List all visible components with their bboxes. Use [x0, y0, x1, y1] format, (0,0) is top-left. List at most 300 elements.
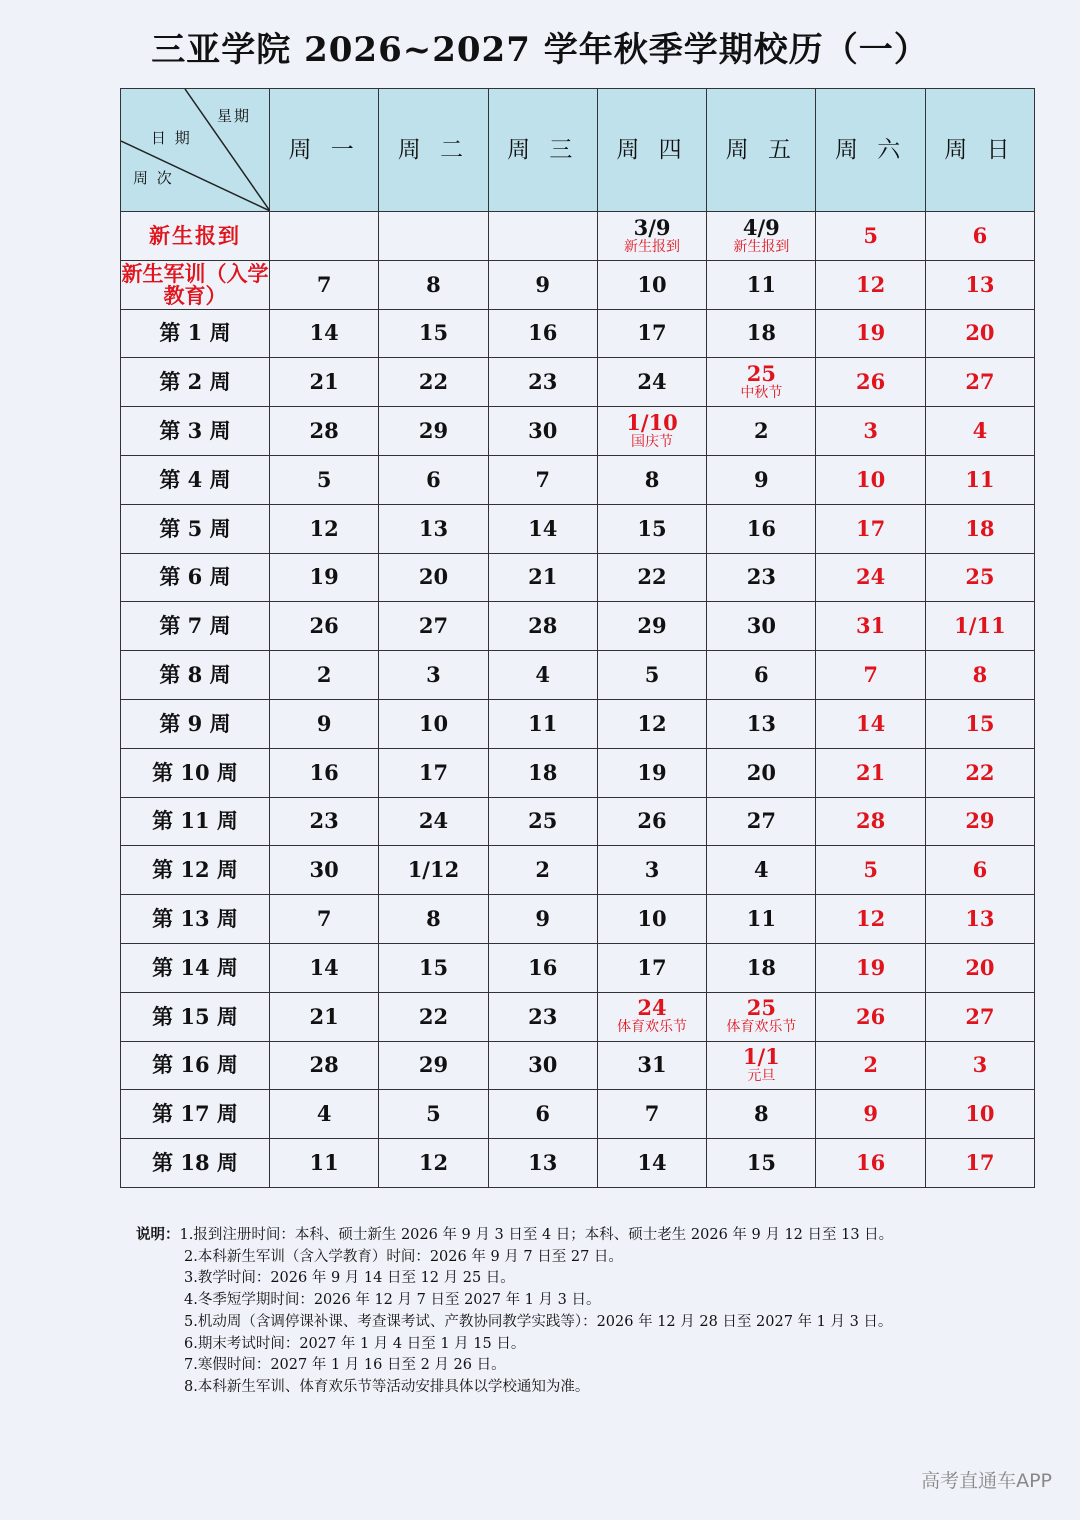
date-cell: [925, 260, 1034, 309]
date-cell: [379, 260, 488, 309]
date-number: 10: [965, 1101, 995, 1127]
date-cell: [270, 212, 379, 261]
weekday-header: 周 四: [597, 89, 706, 212]
date-number: 22: [637, 564, 667, 590]
date-cell: [816, 455, 925, 504]
date-number: 25: [746, 995, 776, 1021]
date-number: 18: [746, 320, 776, 346]
date-cell: [597, 260, 706, 309]
date-number: 19: [309, 564, 339, 590]
date-number: 4: [754, 857, 769, 883]
note-text: 1.报到注册时间：本科、硕士新生 2026 年 9 月 3 日至 4 日；本科、硕士老生 2026 年 9 月 12 日至 13 日。: [179, 1227, 894, 1243]
date-number: 8: [644, 466, 660, 492]
date-number: 8: [972, 662, 988, 688]
date-cell: [925, 407, 1034, 456]
week-label: 第 7 周: [121, 602, 270, 651]
week-label: 第 18 周: [121, 1139, 270, 1188]
date-number: 4: [535, 662, 551, 688]
date-number: 1/11: [954, 613, 1006, 639]
table-row: [121, 553, 1035, 602]
date-cell: [488, 309, 597, 358]
date-cell: [816, 797, 925, 846]
date-cell: [488, 407, 597, 456]
date-number: 29: [418, 418, 449, 444]
date-number: 13: [965, 271, 995, 297]
date-cell: [379, 1090, 488, 1139]
date-cell: [707, 797, 816, 846]
date-number: 17: [637, 320, 667, 346]
date-number: 8: [426, 906, 441, 932]
date-number: 20: [746, 759, 776, 785]
date-cell: [925, 358, 1034, 407]
date-cell: [707, 895, 816, 944]
date-number: 9: [863, 1101, 878, 1127]
date-cell: [488, 699, 597, 748]
date-cell: [379, 846, 488, 895]
date-cell: [270, 1041, 379, 1090]
calendar-body: [121, 212, 1035, 1188]
date-number: 13: [528, 1150, 558, 1176]
date-number: 7: [863, 662, 878, 688]
date-cell: [707, 407, 816, 456]
table-row: [121, 748, 1035, 797]
date-cell: [925, 797, 1034, 846]
date-cell: [270, 895, 379, 944]
date-number: 6: [535, 1101, 551, 1127]
date-number: 27: [746, 808, 776, 834]
weekday-header: 周 三: [488, 89, 597, 212]
date-cell: [270, 651, 379, 700]
date-number: 11: [309, 1150, 339, 1176]
date-number: 28: [309, 1052, 339, 1078]
date-number: 29: [418, 1052, 449, 1078]
date-number: 22: [965, 759, 995, 785]
table-row: [121, 504, 1035, 553]
date-number: 2: [535, 857, 551, 883]
weekday-header: 周 六: [816, 89, 925, 212]
date-number: 8: [754, 1101, 769, 1127]
date-cell: [816, 748, 925, 797]
week-label: 第 3 周: [121, 407, 270, 456]
date-number: 19: [637, 759, 667, 785]
date-cell: [597, 943, 706, 992]
date-number: 23: [528, 1003, 558, 1029]
date-cell: [707, 212, 816, 261]
date-number: 30: [528, 1052, 558, 1078]
date-number: 7: [535, 466, 551, 492]
date-number: 30: [528, 418, 558, 444]
note-line: 7.寒假时间：2027 年 1 月 16 日至 2 月 26 日。: [184, 1357, 506, 1374]
weekday-header: 周 五: [707, 89, 816, 212]
notes-section: [136, 1224, 1036, 1399]
date-number: 5: [863, 857, 878, 883]
corner-weekday-label: 星期: [217, 107, 252, 125]
week-label: 第 2 周: [121, 358, 270, 407]
date-cell: [925, 895, 1034, 944]
date-cell: [488, 1041, 597, 1090]
date-cell: [379, 797, 488, 846]
date-cell: [270, 260, 379, 309]
date-cell: [707, 943, 816, 992]
table-row: [121, 797, 1035, 846]
date-number: 7: [316, 271, 332, 297]
date-cell: [707, 553, 816, 602]
date-cell: [379, 895, 488, 944]
date-cell: [597, 748, 706, 797]
date-cell: [270, 992, 379, 1041]
page-title: 三亚学院 2026~2027 学年秋季学期校历（一）: [151, 30, 929, 70]
date-number: 16: [528, 954, 558, 980]
week-label: 第 8 周: [121, 651, 270, 700]
date-number: 27: [418, 613, 449, 639]
date-cell: [488, 651, 597, 700]
table-row: [121, 651, 1035, 700]
date-cell: [707, 699, 816, 748]
note-line: 5.机动周（含调停课补课、考查课考试、产教协同教学实践等）：2026 年 12 月 28 日至 2027 年 1 月 3 日。: [184, 1313, 893, 1330]
date-number: 21: [856, 759, 886, 785]
date-number: 20: [418, 564, 449, 590]
date-number: 4: [316, 1101, 332, 1127]
note-line: 3.教学时间：2026 年 9 月 14 日至 12 月 25 日。: [184, 1270, 515, 1287]
table-row: [121, 943, 1035, 992]
date-number: 13: [965, 906, 995, 932]
date-cell: [707, 748, 816, 797]
date-number: 18: [528, 759, 558, 785]
weekday-header: 周 一: [270, 89, 379, 212]
date-cell: [925, 602, 1034, 651]
date-number: 18: [746, 954, 776, 980]
date-number: 26: [856, 1003, 886, 1029]
date-cell: [816, 260, 925, 309]
date-cell: [488, 992, 597, 1041]
date-cell: [816, 1090, 925, 1139]
date-number: 14: [856, 710, 886, 736]
date-cell: [925, 699, 1034, 748]
date-number: 5: [863, 222, 878, 248]
date-number: 9: [535, 271, 551, 297]
week-label: 第 4 周: [121, 455, 270, 504]
date-cell: [379, 699, 488, 748]
date-number: 6: [426, 466, 441, 492]
date-cell: [707, 602, 816, 651]
table-row: [121, 1139, 1035, 1188]
date-number: 1/12: [407, 857, 460, 883]
date-note: 国庆节: [631, 433, 674, 450]
date-number: 24: [637, 369, 667, 395]
table-row: [121, 992, 1035, 1041]
table-row: [121, 1041, 1035, 1090]
date-note: 中秋节: [740, 385, 783, 402]
date-number: 16: [528, 320, 558, 346]
date-number: 27: [965, 369, 995, 395]
date-number: 14: [528, 515, 558, 541]
date-number: 20: [965, 954, 995, 980]
date-number: 4: [972, 418, 988, 444]
date-cell: [597, 1090, 706, 1139]
date-cell: [816, 943, 925, 992]
date-cell: [270, 358, 379, 407]
notes-lead: 说明：: [136, 1226, 180, 1243]
date-number: 25: [746, 361, 776, 387]
date-number: 12: [856, 271, 886, 297]
date-cell: [925, 651, 1034, 700]
date-cell: [816, 309, 925, 358]
date-number: 20: [965, 320, 995, 346]
week-label: 新生军训（入学教育）: [121, 260, 269, 308]
date-number: 14: [309, 954, 339, 980]
note-line: 8.本科新生军训、体育欢乐节等活动安排具体以学校通知为准。: [184, 1378, 590, 1395]
date-cell: [707, 1041, 816, 1090]
week-label: 第 11 周: [121, 797, 270, 846]
date-number: 3: [972, 1052, 988, 1078]
date-cell: [270, 846, 379, 895]
date-number: 5: [426, 1101, 441, 1127]
table-row: [121, 260, 1035, 309]
date-number: 9: [316, 710, 332, 736]
date-cell: [597, 553, 706, 602]
date-number: 8: [426, 271, 441, 297]
date-number: 2: [754, 418, 769, 444]
date-cell: [488, 748, 597, 797]
week-label: 第 12 周: [121, 846, 270, 895]
date-number: 22: [418, 1003, 449, 1029]
date-number: 29: [965, 808, 995, 834]
date-number: 10: [856, 466, 886, 492]
date-number: 19: [856, 320, 886, 346]
week-label: 第 16 周: [121, 1041, 270, 1090]
date-number: 10: [418, 710, 449, 736]
date-number: 24: [637, 995, 667, 1021]
date-number: 16: [856, 1150, 886, 1176]
date-cell: [488, 602, 597, 651]
week-label: 第 10 周: [121, 748, 270, 797]
corner-cell: [121, 89, 270, 212]
note-line: [136, 1224, 1036, 1247]
table-row: [121, 699, 1035, 748]
date-cell: [816, 1041, 925, 1090]
date-number: 16: [309, 759, 339, 785]
date-cell: [925, 553, 1034, 602]
date-cell: [707, 992, 816, 1041]
date-cell: [707, 309, 816, 358]
date-cell: [488, 797, 597, 846]
date-cell: [816, 895, 925, 944]
week-label: 第 5 周: [121, 504, 270, 553]
date-cell: [488, 1090, 597, 1139]
date-cell: [488, 895, 597, 944]
date-cell: [270, 748, 379, 797]
table-row: [121, 1090, 1035, 1139]
weekday-header: 周 日: [925, 89, 1034, 212]
table-row: [121, 602, 1035, 651]
date-cell: [707, 504, 816, 553]
corner-date-label: 日 期: [151, 129, 192, 147]
week-label: 第 9 周: [121, 699, 270, 748]
date-cell: [925, 846, 1034, 895]
date-cell: [270, 1139, 379, 1188]
date-cell: [270, 504, 379, 553]
table-row: [121, 846, 1035, 895]
date-cell: [597, 358, 706, 407]
week-label: 第 6 周: [121, 553, 270, 602]
date-cell: [379, 602, 488, 651]
date-cell: [379, 1139, 488, 1188]
table-row: [121, 455, 1035, 504]
date-cell: [925, 1090, 1034, 1139]
date-number: 2: [316, 662, 332, 688]
date-number: 9: [535, 906, 551, 932]
date-number: 3: [644, 857, 660, 883]
date-cell: [816, 699, 925, 748]
date-number: 30: [309, 857, 339, 883]
week-label: 第 14 周: [121, 943, 270, 992]
date-cell: [597, 1041, 706, 1090]
date-cell: [597, 651, 706, 700]
date-number: 27: [965, 1003, 995, 1029]
date-number: 26: [637, 808, 667, 834]
date-cell: [597, 699, 706, 748]
date-number: 26: [856, 369, 886, 395]
date-cell: [597, 1139, 706, 1188]
date-cell: [597, 797, 706, 846]
date-cell: [597, 602, 706, 651]
date-cell: [816, 602, 925, 651]
date-number: 24: [856, 564, 886, 590]
date-cell: [816, 504, 925, 553]
date-number: 1/10: [626, 409, 678, 435]
date-number: 18: [965, 515, 995, 541]
date-cell: [707, 260, 816, 309]
date-number: 25: [528, 808, 558, 834]
date-number: 10: [637, 906, 667, 932]
date-cell: [488, 553, 597, 602]
date-cell: [816, 1139, 925, 1188]
watermark: 高考直通车APP: [921, 1470, 1052, 1492]
date-number: 30: [746, 613, 776, 639]
date-number: 23: [746, 564, 776, 590]
date-cell: [488, 504, 597, 553]
table-row: [121, 358, 1035, 407]
date-number: 11: [746, 906, 776, 932]
date-number: 14: [309, 320, 339, 346]
date-number: 26: [309, 613, 339, 639]
date-cell: [379, 407, 488, 456]
note-line: 2.本科新生军训（含入学教育）时间：2026 年 9 月 7 日至 27 日。: [184, 1248, 623, 1265]
date-number: 12: [637, 710, 667, 736]
date-number: 11: [528, 710, 558, 736]
date-note: 新生报到: [733, 238, 790, 255]
date-cell: [270, 797, 379, 846]
date-cell: [488, 943, 597, 992]
date-cell: [816, 407, 925, 456]
date-cell: [488, 846, 597, 895]
date-number: 15: [965, 710, 995, 736]
date-number: 24: [418, 808, 449, 834]
date-cell: [925, 212, 1034, 261]
date-cell: [270, 309, 379, 358]
date-number: 3: [863, 418, 878, 444]
date-cell: [488, 260, 597, 309]
week-label: 第 1 周: [121, 309, 270, 358]
date-cell: [379, 553, 488, 602]
date-note: 体育欢乐节: [726, 1019, 797, 1036]
date-number: 31: [856, 613, 886, 639]
date-cell: [816, 553, 925, 602]
date-cell: [270, 699, 379, 748]
week-label: 新生报到: [121, 212, 270, 261]
date-cell: [379, 992, 488, 1041]
date-cell: [925, 455, 1034, 504]
date-number: 5: [644, 662, 660, 688]
date-cell: [925, 504, 1034, 553]
date-number: 12: [856, 906, 886, 932]
date-cell: [925, 309, 1034, 358]
note-line: 6.期末考试时间：2027 年 1 月 4 日至 1 月 15 日。: [184, 1335, 526, 1352]
date-number: 7: [316, 906, 332, 932]
date-number: 23: [528, 369, 558, 395]
date-cell: [379, 748, 488, 797]
date-cell: [270, 1090, 379, 1139]
date-number: 23: [309, 808, 339, 834]
date-cell: [707, 358, 816, 407]
date-cell: [816, 992, 925, 1041]
date-number: 15: [418, 320, 449, 346]
date-cell: [379, 455, 488, 504]
date-number: 5: [316, 466, 332, 492]
date-number: 9: [754, 466, 769, 492]
date-number: 19: [856, 954, 886, 980]
date-cell: [488, 1139, 597, 1188]
date-cell: [270, 943, 379, 992]
date-cell: [816, 651, 925, 700]
date-cell: [379, 1041, 488, 1090]
date-number: 7: [644, 1101, 660, 1127]
date-cell: [270, 455, 379, 504]
date-number: 15: [418, 954, 449, 980]
date-cell: [379, 943, 488, 992]
date-cell: [379, 651, 488, 700]
date-number: 16: [746, 515, 776, 541]
date-cell: [707, 1090, 816, 1139]
date-number: 3/9: [633, 214, 671, 240]
date-number: 4/9: [742, 214, 780, 240]
date-number: 6: [972, 857, 988, 883]
week-label: 第 15 周: [121, 992, 270, 1041]
date-cell: [488, 358, 597, 407]
weekday-header: 周 二: [379, 89, 488, 212]
date-cell: [597, 846, 706, 895]
date-note: 元旦: [747, 1068, 776, 1085]
date-cell: [925, 943, 1034, 992]
date-cell: [597, 407, 706, 456]
date-cell: [925, 1139, 1034, 1188]
date-number: 28: [528, 613, 558, 639]
date-cell: [707, 651, 816, 700]
week-label: 第 17 周: [121, 1090, 270, 1139]
date-cell: [597, 455, 706, 504]
date-number: 28: [309, 418, 339, 444]
table-row: [121, 407, 1035, 456]
date-cell: [379, 309, 488, 358]
date-number: 29: [637, 613, 667, 639]
corner-week-label: 周 次: [133, 169, 174, 187]
date-number: 14: [637, 1150, 667, 1176]
date-cell: [379, 212, 488, 261]
date-cell: [379, 504, 488, 553]
date-number: 13: [746, 710, 776, 736]
date-number: 3: [426, 662, 441, 688]
date-cell: [816, 358, 925, 407]
